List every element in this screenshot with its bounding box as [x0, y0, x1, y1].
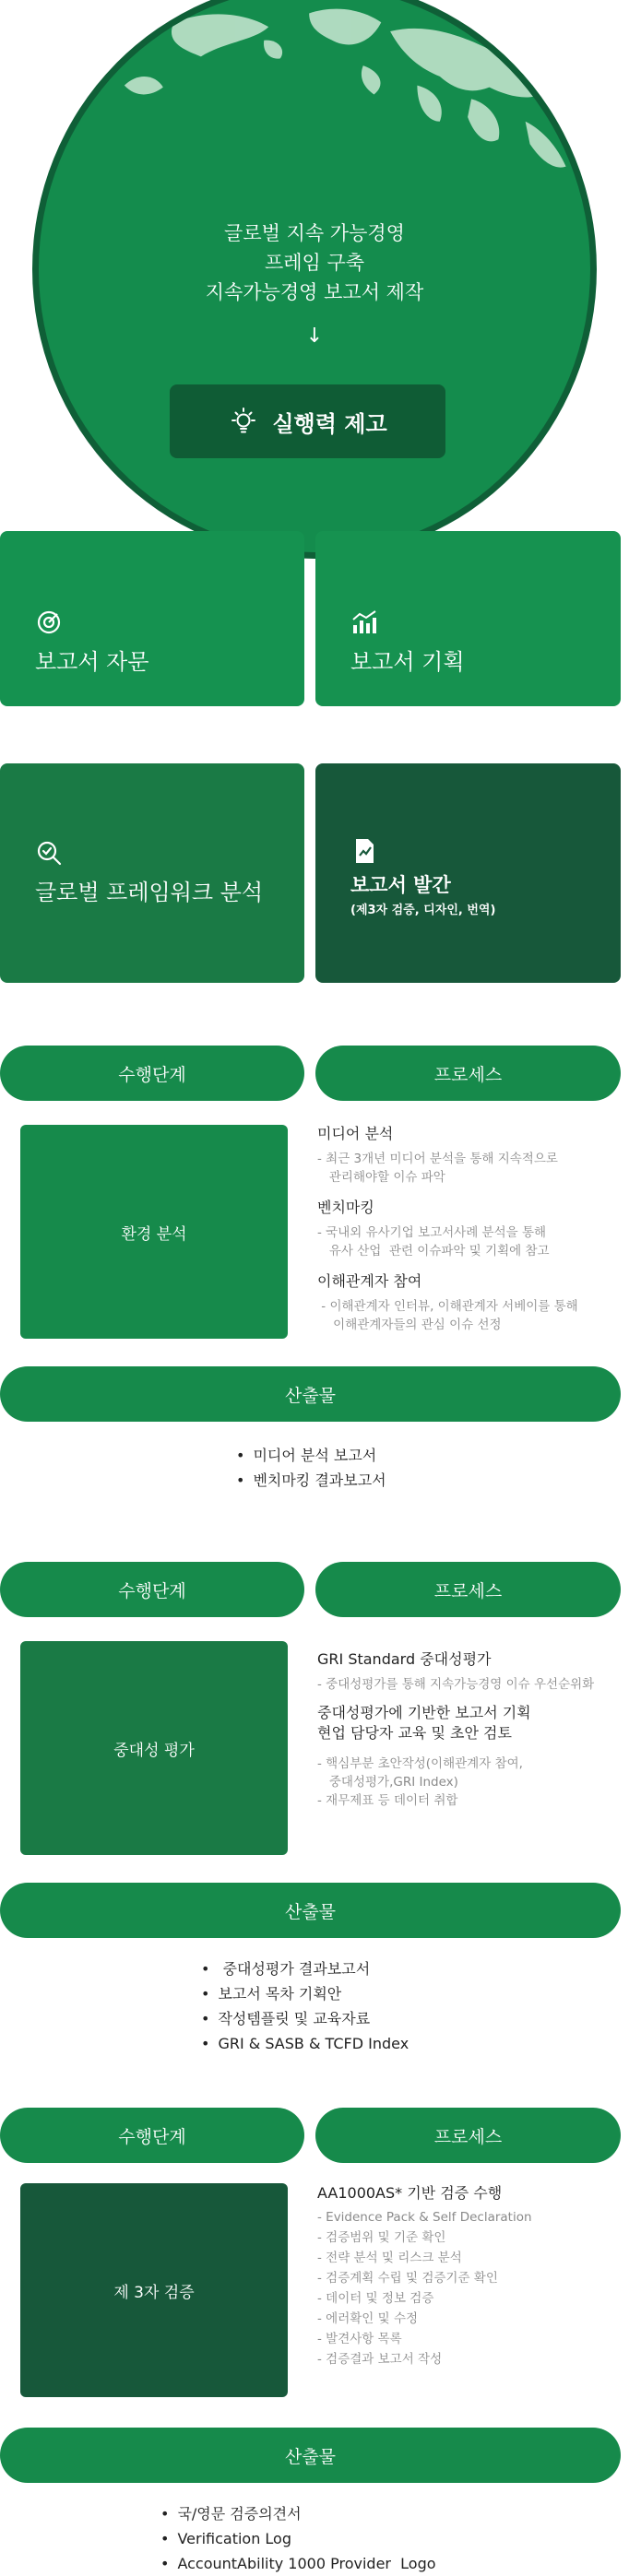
down-arrow-icon: ↓ — [305, 325, 324, 348]
execution-button-label: 실행력 제고 — [272, 410, 387, 437]
stage-box: 중대성 평가 — [20, 1641, 288, 1855]
output-item: • Verification Log — [160, 2526, 436, 2551]
output-item: • 미디어 분석 보고서 — [236, 1443, 386, 1468]
stage-box: 제 3자 검증 — [20, 2183, 288, 2397]
output-header-pill: 산출물 — [0, 1883, 621, 1938]
output-list — [201, 1956, 409, 2056]
process-desc: - 최근 3개년 미디어 분석을 통해 지속적으로 관리해야할 이슈 파악 — [317, 1152, 558, 1185]
output-item: • 작성템플릿 및 교육자료 — [201, 2006, 409, 2031]
process-title: 중대성평가에 기반한 보고서 기획 현업 담당자 교육 및 초안 검토 — [317, 1704, 531, 1742]
process-header-pill: 프로세스 — [315, 2108, 621, 2163]
process-header-pill: 프로세스 — [315, 1562, 621, 1617]
document-chart-icon — [350, 837, 378, 865]
service-card-framework[interactable] — [0, 763, 304, 983]
process-desc: - Evidence Pack & Self Declaration - 검증범위 및 기준 확인 - 전략 분석 및 리스크 분석 - 검증계획 수립 및 검증기준 확인 - 데이터 및 정보 검증 - 에러확인 및 수정 - 발견사항 목록 - 검증결과 보고서 작성 — [317, 2210, 532, 2367]
service-card-publishing[interactable] — [315, 763, 621, 983]
output-item: • 벤치마킹 결과보고서 — [236, 1468, 386, 1493]
stage-header-pill: 수행단계 — [0, 1562, 304, 1617]
output-header-pill: 산출물 — [0, 2428, 621, 2483]
service-card-label: 보고서 자문 — [35, 649, 149, 675]
output-item: • 중대성평가 결과보고서 — [201, 1956, 409, 1981]
output-list — [160, 2501, 436, 2576]
service-card-label: 보고서 발간 — [350, 874, 451, 896]
output-item: • GRI & SASB & TCFD Index — [201, 2031, 409, 2056]
lightbulb-icon — [228, 406, 259, 437]
output-item: • 국/영문 검증의견서 — [160, 2501, 436, 2526]
output-item: • 보고서 목차 기획안 — [201, 1981, 409, 2006]
process-desc: - 중대성평가를 통해 지속가능경영 이슈 우선순위화 — [317, 1677, 595, 1692]
service-card-planning[interactable] — [315, 531, 621, 706]
process-list — [317, 1649, 629, 1810]
hero-headline-2: 프레임 구축 — [264, 252, 365, 274]
process-list — [317, 1124, 629, 1334]
stage-header-pill: 수행단계 — [0, 2108, 304, 2163]
bar-chart-icon — [350, 609, 378, 636]
magnifier-check-icon — [35, 839, 63, 867]
execution-button[interactable] — [170, 384, 445, 458]
service-card-sublabel: (제3자 검증, 디자인, 번역) — [350, 904, 496, 917]
service-card-label: 보고서 기획 — [350, 649, 465, 675]
process-list — [317, 2183, 629, 2369]
stage-header-pill: 수행단계 — [0, 1046, 304, 1101]
process-title: 벤치마킹 — [317, 1199, 374, 1216]
service-card-advisory[interactable] — [0, 531, 304, 706]
process-desc: - 핵심부분 초안작성(이해관계자 참여, 중대성평가,GRI Index) - 재무제표 등 데이터 취합 — [317, 1756, 523, 1808]
service-card-label: 글로벌 프레임워크 분석 — [35, 880, 264, 905]
target-icon — [35, 609, 63, 636]
hero-headline-1: 글로벌 지속 가능경영 — [224, 222, 405, 244]
process-desc: - 국내외 유사기업 보고서사례 분석을 통해 유사 산업 관련 이슈파악 및 기획에 참고 — [317, 1225, 550, 1258]
process-title: AA1000AS* 기반 검증 수행 — [317, 2184, 503, 2202]
process-title: 미디어 분석 — [317, 1125, 394, 1142]
output-item: • AccountAbility 1000 Provider Logo — [160, 2551, 436, 2576]
hero-headline-3: 지속가능경영 보고서 제작 — [205, 281, 424, 303]
process-title: 이해관계자 참여 — [317, 1272, 422, 1290]
process-desc: - 이해관계자 인터뷰, 이해관계자 서베이를 통해 이해관계자들의 관심 이슈 선정 — [321, 1299, 578, 1332]
stage-box: 환경 분석 — [20, 1125, 288, 1339]
process-header-pill: 프로세스 — [315, 1046, 621, 1101]
output-list — [236, 1443, 386, 1493]
output-header-pill: 산출물 — [0, 1366, 621, 1422]
process-title: GRI Standard 중대성평가 — [317, 1650, 492, 1668]
